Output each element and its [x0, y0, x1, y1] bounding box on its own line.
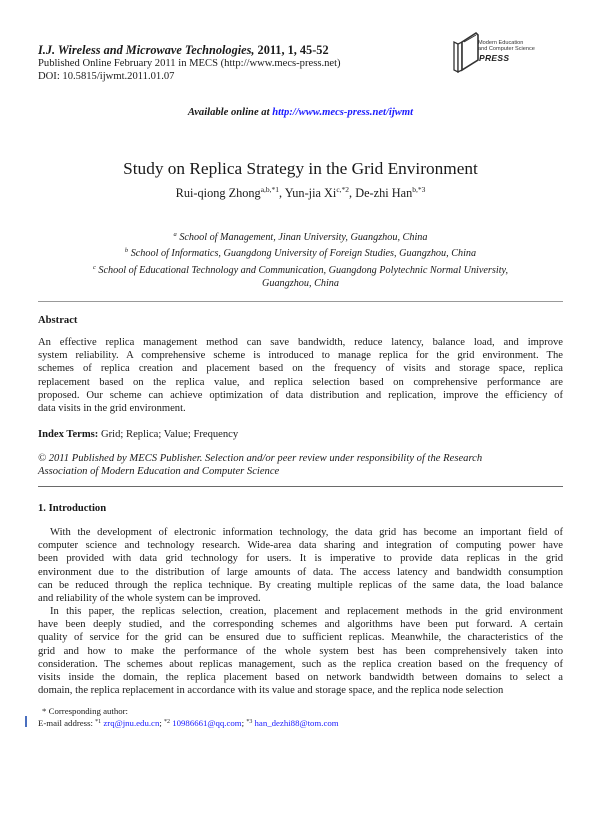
copyright-notice: © 2011 Published by MECS Publisher. Selection and/or peer review under responsibility of the Research Association of Modern Education and Computer Science — [38, 453, 483, 478]
journal-link[interactable]: http://www.mecs-press.net/ijwmt — [272, 107, 414, 118]
doi: DOI: 10.5815/ijwmt.2011.01.07 — [38, 70, 175, 82]
logo-press: PRESS — [479, 53, 510, 63]
abstract-heading: Abstract — [38, 315, 78, 326]
book-icon — [448, 30, 482, 74]
author-name: Rui-qiong Zhong — [175, 186, 261, 200]
author-list: Rui-qiong Zhong$^{a,b,*1}$, Yun-jia $Xi^{c,*2}$, De-zhi Han$^{b,*3}$ — [175, 185, 426, 200]
email-line: E-mail address: $^{*1}$ zrq@jnu.edu.cn; $^{*2}$ 10986661@qq.com; $^{*3}$ han_dezhi88@tom.com — [38, 718, 339, 728]
index-terms-label: Index Terms: — [38, 429, 99, 440]
author-name: Yun-jia Xi — [284, 186, 337, 200]
author-name: De-zhi Han — [355, 186, 413, 200]
affiliations — [0, 228, 601, 290]
publisher-logo — [448, 30, 558, 80]
introduction-heading: 1. Introduction — [38, 503, 107, 514]
published-online: Published Online February 2011 in MECS (http://www.mecs-press.net) — [38, 58, 341, 69]
email-link[interactable]: han_dezhi88@tom.com — [254, 718, 339, 728]
availability-line: Available online at http://www.mecs-press.net/ijwmt — [187, 107, 414, 118]
index-terms-value: Grid; Replica; Value; Frequency — [98, 429, 239, 440]
index-terms — [38, 429, 238, 440]
footnote — [38, 706, 339, 729]
affiliation: $^c$ School of Educational Technology and Communication, Guangdong Polytechnic Normal University, — [92, 263, 509, 276]
bottom-divider — [38, 486, 563, 487]
logo-text: Modern Education and Computer Science — [478, 40, 535, 52]
journal-name: I.J. Wireless and Microwave Technologies, — [38, 43, 255, 57]
author-affil-mark: b,*3 — [412, 185, 426, 194]
affiliation: $^b$ School of Informatics, Guangdong University of Foreign Studies, Guangzhou, China — [124, 247, 477, 260]
journal-volume: 2011, 1, 45-52 — [254, 43, 329, 57]
introduction-paragraph-1: With the development of electronic information technology, the data grid has become an important field of computer science and technology research. Wide-area data sharing and integration of computing power have been provided with data grid technology for users. It is imperative to provide data replicas in the grid environment due to the distribution of large amounts of data. The access latency and bandwidth consumption can be reduced through the replica technique. By creating multiple replicas of the same data, the load balance and reliability of the whole system can be improved. — [38, 527, 563, 604]
email-link[interactable]: zrq@jnu.edu.cn — [103, 718, 160, 728]
paper-title: Study on Replica Strategy in the Grid Environment — [123, 159, 478, 178]
publication-info — [38, 58, 341, 83]
journal-citation — [38, 43, 329, 58]
author-affil-mark: c,*2 — [336, 185, 350, 194]
affiliation: $^a$ School of Management, Jinan University, Guangzhou, China — [173, 231, 428, 243]
introduction-paragraph-2: In this paper, the replicas selection, creation, placement and replacement methods in the grid environment have been deeply studied, and the corresponding schemes and algorithms have been put forward. A certain quality of service for the grid can be ensured due to sufficient replicas. Meanwhile, the characteristics of the grid and how to make the performance of the whole system best has been comprehensively taken into consideration. The schemes about replicas management, such as the replica creation based on the frequency of visits inside the domain, the replica placement based on network bandwidth between domains to select a domain, the replica replacement in accordance with its value and storage space, and the replica node selection — [38, 606, 563, 697]
corresponding-author-note: * Corresponding author: — [42, 706, 129, 716]
author-affil-mark: a,b,*1 — [260, 185, 280, 194]
top-divider — [38, 301, 563, 302]
abstract-body: An effective replica management method can save bandwidth, reduce latency, balance load, and improve system reliability. A comprehensive scheme is introduced to manage replica for the grid environment. The schemes of replica creation and placement based on the frequency of visits and storage space, replica replacement based on the replica value, and replica selection based on comprehensive performance are proposed. Our scheme can achieve optimization of data distribution and replication, improve the efficiency of data visits in the grid environment. — [38, 337, 563, 414]
email-link[interactable]: 10986661@qq.com — [172, 718, 242, 728]
affiliation-continued: Guangzhou, China — [262, 277, 339, 289]
change-bar — [25, 716, 27, 727]
